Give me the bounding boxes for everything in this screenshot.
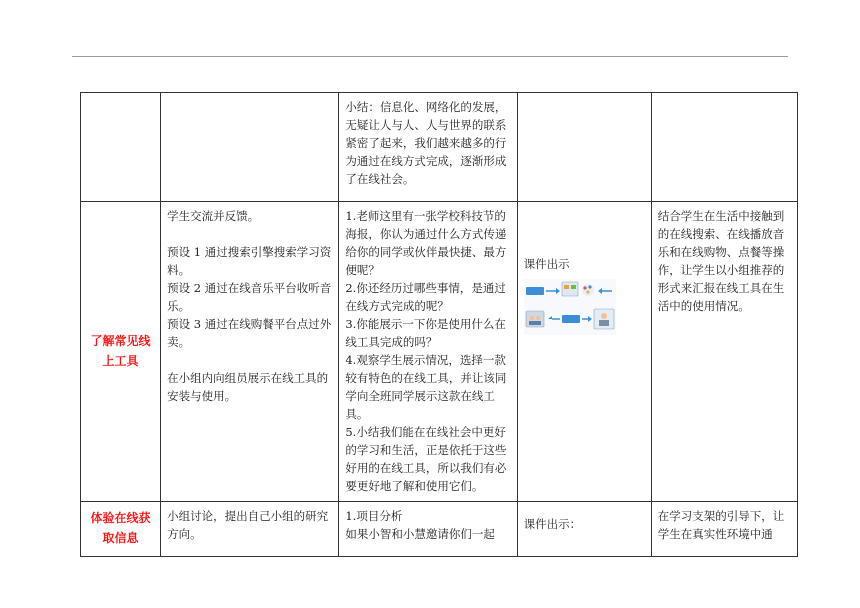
- teacher-activity-cell: [339, 502, 517, 557]
- teacher-text: 3.你能展示一下你是使用什么在线工具完成的吗？: [345, 317, 506, 349]
- table-row: [81, 202, 798, 502]
- teacher-text: 4.观察学生展示情况，选择一款较有特色的在线工具，并让该同学向全班同学展示这款在线工具。: [345, 353, 507, 421]
- stage-cell: 体验在线获取信息: [81, 502, 161, 557]
- design-intent-cell: [651, 93, 797, 202]
- student-text: 预设 3 通过在线购餐平台点过外卖。: [167, 317, 332, 349]
- resource-label: 课件出示：: [523, 517, 582, 531]
- resource-label: 课件出示: [523, 257, 570, 271]
- online-tools-diagram-image: [524, 279, 616, 335]
- design-intent-cell: 在学习支架的引导下，让学生在真实性环境中通: [651, 502, 797, 557]
- teacher-activity-cell: 小结：信息化、网络化的发展，无疑让人与人、人与世界的联系紧密了起来，我们越来越多的行为通过在线方式完成，逐渐形成了在线社会。: [339, 93, 517, 202]
- resource-cell: [517, 202, 651, 502]
- stage-cell: [81, 93, 161, 202]
- student-activity-cell: 小组讨论，提出自己小组的研究方向。: [161, 502, 339, 557]
- design-intent-cell: 结合学生在生活中接触到的在线搜索、在线播放音乐和在线购物、点餐等操作，让学生以小组推荐的形式来汇报在线工具在生活中的使用情况。: [651, 202, 797, 502]
- student-text: 在小组内向组员展示在线工具的安装与使用。: [167, 371, 329, 403]
- teacher-text: 如果小智和小慧邀请你们一起: [345, 527, 495, 541]
- table-row: [81, 502, 798, 557]
- resource-cell: [517, 502, 651, 557]
- teacher-text: 1.老师这里有一张学校科技节的海报，你认为通过什么方式传递给你的同学或伙伴最快捷、最方便呢？: [345, 209, 507, 277]
- stage-cell: 了解常见线上工具: [81, 202, 161, 502]
- teacher-text: 2.你还经历过哪些事情，是通过在线方式完成的呢？: [345, 281, 506, 313]
- student-activity-cell: [161, 202, 339, 502]
- student-activity-cell: [161, 93, 339, 202]
- student-text: 学生交流并反馈。: [167, 209, 260, 223]
- table-row: [81, 93, 798, 202]
- header-rule: [72, 56, 788, 57]
- teacher-text: 5.小结我们能在在线社会中更好的学习和生活，正是依托于这些好用的在线工具，所以我们有必要更好地了解和使用它们。: [345, 425, 507, 493]
- resource-cell: [517, 93, 651, 202]
- student-text: 预设 2 通过在线音乐平台收听音乐。: [167, 281, 332, 313]
- teacher-text: 1.项目分析: [345, 509, 403, 523]
- student-text: 预设 1 通过搜索引擎搜索学习资料。: [167, 245, 332, 277]
- lesson-plan-table: [80, 92, 798, 557]
- teacher-activity-cell: [339, 202, 517, 502]
